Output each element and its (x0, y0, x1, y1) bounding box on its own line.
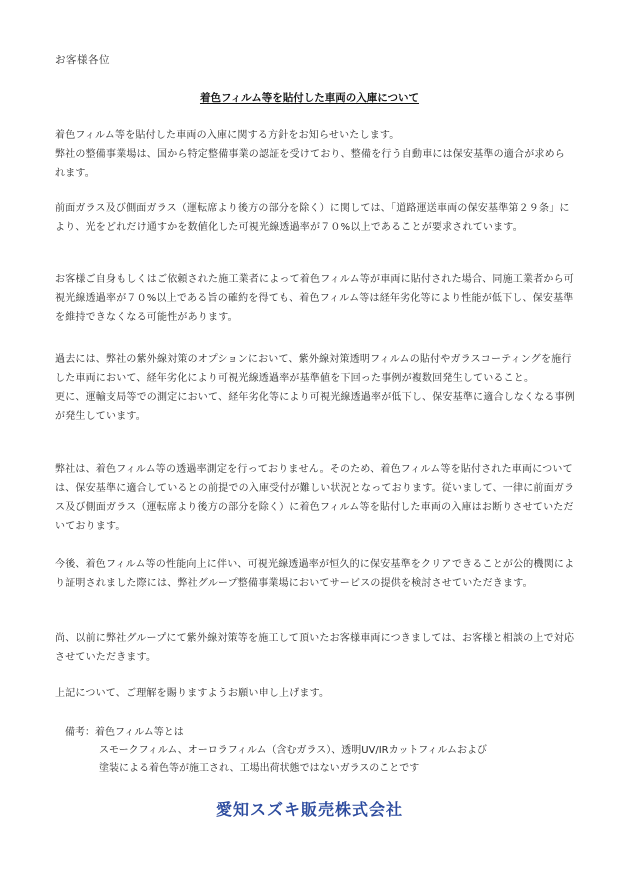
paragraph-previous-customers (55, 629, 575, 667)
paragraph-policy-intro (55, 126, 575, 183)
remarks-line: スモークフィルム、オーロラフィルム（含むガラス）、透明UV/IRカットフィルムおよび (99, 745, 488, 756)
addressee: お客様各位 (55, 54, 110, 66)
remarks-heading: 備考：着色フィルム等とは (65, 727, 184, 738)
paragraph-future (55, 555, 575, 593)
document-title-text: 着色フィルム等を貼付した車両の入庫について (199, 92, 420, 104)
paragraph-customer-film (55, 270, 575, 327)
paragraph-line: 過去には、弊社の紫外線対策のオプションにおいて、紫外線対策透明フィルムの貼付やガラスコーティングを施行した車両において、経年劣化により可視光線透過率が基準値を下回った事例が複数回発生していること。 (55, 354, 572, 384)
document-title (0, 90, 619, 105)
paragraph-regulation (55, 199, 575, 237)
paragraph-refusal (55, 460, 575, 536)
paragraph-line: 更に、運輸支局等での測定において、経年劣化等により可視光線透過率が低下し、保安基準に適合しなくなる事例が発生しています。 (55, 392, 575, 422)
company-name: 愛知スズキ販売株式会社 (215, 800, 403, 819)
paragraph-line: 弊社は、着色フィルム等の透過率測定を行っておりません。そのため、着色フィルム等を貼付された車両については、保安基準に適合しているとの前提での入庫受付が難しい状況となっております。従いまして、一律に前面ガラス及び側面ガラス（運転席より後方の部分を除く）に着色フィルム等を貼付した車両の入庫はお断りさせていただいております。 (55, 464, 575, 532)
remarks-note (65, 724, 545, 778)
paragraph-line: 上記について、ご理解を賜りますようお願い申し上げます。 (55, 688, 330, 699)
paragraph-line: 弊社の整備事業場は、国から特定整備事業の認証を受けており、整備を行う自動車には保安基準の適合が求められます。 (55, 149, 565, 179)
paragraph-line: 尚、以前に弊社グループにて紫外線対策等を施工して頂いたお客様車両につきましては、お客様と相談の上で対応させていただきます。 (55, 633, 575, 663)
paragraph-line: 今後、着色フィルム等の性能向上に伴い、可視光線透過率が恒久的に保安基準をクリアできることが公的機関により証明されました際には、弊社グループ整備事業場においてサービスの提供を検討させていただきます。 (55, 559, 575, 589)
paragraph-past-cases (55, 350, 575, 426)
paragraph-line: お客様ご自身もしくはご依頼された施工業者によって着色フィルム等が車両に貼付された場合、同施工業者から可視光線透過率が７０%以上である旨の確約を得ても、着色フィルム等は経年劣化等により性能が低下し、保安基準を維持できなくなる可能性があります。 (55, 274, 574, 323)
paragraph-line: 着色フィルム等を貼付した車両の入庫に関する方針をお知らせいたします。 (55, 130, 400, 141)
paragraph-line: 前面ガラス及び側面ガラス（運転席より後方の部分を除く）に関しては、「道路運送車両の保安基準第２９条」により、光をどれだけ通すかを数値化した可視光線透過率が７０%以上であることが要求されています。 (55, 203, 570, 233)
paragraph-closing (55, 684, 575, 703)
remarks-line: 塗装による着色等が施工され、工場出荷状態ではないガラスのことです (99, 763, 420, 774)
